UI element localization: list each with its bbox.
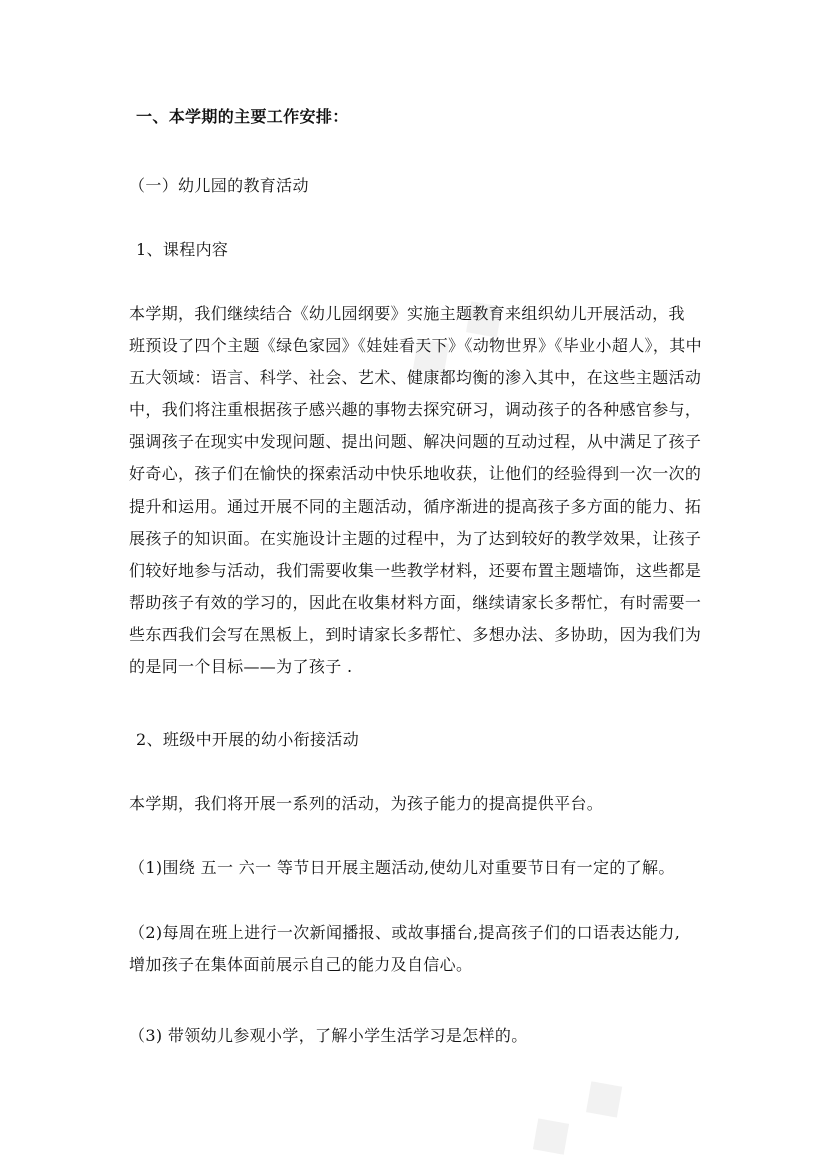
list-item-line: 增加孩子在集体面前展示自己的能力及自信心。 [129, 955, 473, 974]
paragraph-line: 展孩子的知识面。在实施设计主题的过程中，为了达到较好的教学效果，让孩子 [129, 529, 702, 548]
watermark-graphic-bottom: ◆ ◆ [510, 1054, 640, 1174]
paragraph-line: 帮助孩子有效的学习的，因此在收集材料方面，继续请家长多帮忙，有时需要一 [129, 593, 702, 612]
paragraph-line: 们较好地参与活动，我们需要收集一些教学材料，还要布置主题墙饰，这些都是 [129, 561, 702, 580]
subsection-title-transition: 2、班级中开展的幼小衔接活动 [136, 730, 360, 749]
paragraph-line: 些东西我们会写在黑板上，到时请家长多帮忙、多想办法、多协助，因为我们为 [129, 625, 702, 644]
paragraph-line: 的是同一个目标——为了孩子 . [129, 657, 353, 676]
paragraph-line: 强调孩子在现实中发现问题、提出问题、解决问题的互动过程，从中满足了孩子 [129, 432, 702, 451]
paragraph-line: 中，我们将注重根据孩子感兴趣的事物去探究研习，调动孩子的各种感官参与， [129, 400, 702, 419]
paragraph-line: 本学期，我们继续结合《幼儿园纲要》实施主题教育来组织幼儿开展活动，我 [129, 304, 685, 323]
paragraph-line: 提升和运用。通过开展不同的主题活动，循序渐进的提高孩子多方面的能力、拓 [129, 497, 702, 516]
subsection-title-curriculum: 1、课程内容 [136, 240, 229, 259]
list-item-line: （2)每周在班上进行一次新闻播报、或故事擂台,提高孩子们的口语表达能力, [129, 923, 681, 942]
paragraph-line: 五大领域：语言、科学、社会、艺术、健康都均衡的渗入其中，在这些主题活动 [129, 368, 702, 387]
paragraph-line: 班预设了四个主题《绿色家园》《娃娃看天下》《动物世界》《毕业小超人》，其中 [129, 336, 702, 355]
list-item-1: （1)围绕 五一 六一 等节日开展主题活动,使幼儿对重要节日有一定的了解。 [129, 858, 675, 877]
paragraph-line: 好奇心，孩子们在愉快的探索活动中快乐地收获，让他们的经验得到一次一次的 [129, 464, 702, 483]
list-item-3: （3) 带领幼儿参观小学，了解小学生活学习是怎样的。 [129, 1026, 528, 1045]
main-heading: 一、本学期的主要工作安排： [136, 107, 349, 126]
section-title-education: （一）幼儿园的教育活动 [129, 176, 309, 195]
paragraph-transition-intro: 本学期，我们将开展一系列的活动，为孩子能力的提高提供平台。 [129, 794, 604, 813]
watermark-graphic-top: ◆ ◆ [390, 274, 520, 394]
